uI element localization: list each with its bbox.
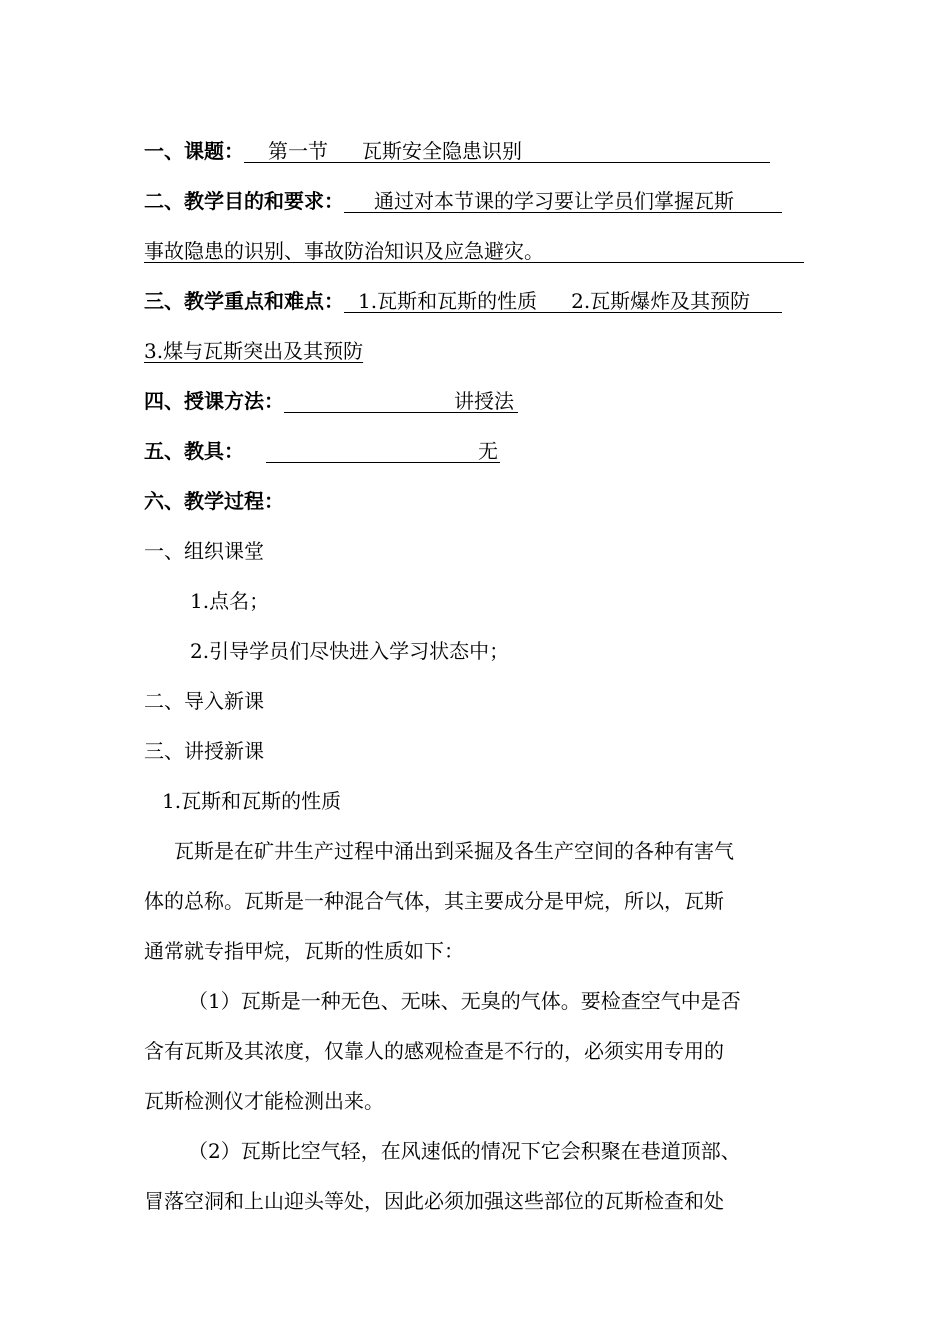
key-label: 三、教学重点和难点： bbox=[144, 289, 344, 313]
p1-line-3 bbox=[144, 926, 806, 976]
p1-line-1 bbox=[144, 826, 806, 876]
key-item-3: 3.煤与瓦斯突出及其预防 bbox=[144, 339, 364, 363]
topic-part1: 第一节 bbox=[268, 139, 328, 163]
method-value: 讲授法 bbox=[454, 389, 514, 413]
goal-line-2 bbox=[144, 226, 806, 276]
topic-label: 一、课题： bbox=[144, 139, 244, 163]
key-line-2 bbox=[144, 326, 806, 376]
goal-line-1 bbox=[144, 176, 806, 226]
step1a-line bbox=[144, 576, 806, 626]
step3-heading: 三、讲授新课 bbox=[144, 739, 264, 763]
method-field bbox=[284, 390, 518, 413]
process-line bbox=[144, 476, 806, 526]
p2-text-1: （1）瓦斯是一种无色、无味、无臭的气体。要检查空气中是否 bbox=[188, 989, 741, 1013]
step2-heading: 二、导入新课 bbox=[144, 689, 264, 713]
p2-line-1 bbox=[144, 976, 806, 1026]
p3-text-1: （2）瓦斯比空气轻，在风速低的情况下它会积聚在巷道顶部、 bbox=[188, 1139, 741, 1163]
key-field-1 bbox=[344, 290, 782, 313]
section1-line bbox=[144, 776, 806, 826]
key-item-2: 2.瓦斯爆炸及其预防 bbox=[571, 289, 751, 313]
tools-label: 五、教具： bbox=[144, 439, 244, 463]
method-line bbox=[144, 376, 806, 426]
key-item-1: 1.瓦斯和瓦斯的性质 bbox=[358, 289, 538, 313]
topic-part2: 瓦斯安全隐患识别 bbox=[362, 139, 522, 163]
step2-line bbox=[144, 676, 806, 726]
p1-line-2 bbox=[144, 876, 806, 926]
step1b-text: 2.引导学员们尽快进入学习状态中； bbox=[190, 639, 510, 663]
document-page bbox=[144, 126, 806, 1226]
p2-text-3: 瓦斯检测仪才能检测出来。 bbox=[144, 1089, 384, 1113]
step1-heading: 一、组织课堂 bbox=[144, 539, 264, 563]
p3-line-2 bbox=[144, 1176, 806, 1226]
topic-line bbox=[144, 126, 806, 176]
section1-heading: 1.瓦斯和瓦斯的性质 bbox=[162, 789, 342, 813]
tools-line bbox=[144, 426, 806, 476]
p1-text-1: 瓦斯是在矿井生产过程中涌出到采掘及各生产空间的各种有害气 bbox=[174, 839, 734, 863]
goal-field-2 bbox=[144, 240, 804, 263]
goal-label: 二、教学目的和要求： bbox=[144, 189, 344, 213]
p2-line-2 bbox=[144, 1026, 806, 1076]
p3-line-1 bbox=[144, 1126, 806, 1176]
key-line-1 bbox=[144, 276, 806, 326]
p2-text-2: 含有瓦斯及其浓度，仅靠人的感观检查是不行的，必须实用专用的 bbox=[144, 1039, 724, 1063]
goal-text-1: 通过对本节课的学习要让学员们掌握瓦斯 bbox=[374, 189, 734, 213]
tools-field bbox=[266, 440, 500, 463]
step1-line bbox=[144, 526, 806, 576]
step1b-line bbox=[144, 626, 806, 676]
p3-text-2: 冒落空洞和上山迎头等处，因此必须加强这些部位的瓦斯检查和处 bbox=[144, 1189, 724, 1213]
p1-text-2: 体的总称。瓦斯是一种混合气体，其主要成分是甲烷，所以，瓦斯 bbox=[144, 889, 724, 913]
process-label: 六、教学过程： bbox=[144, 489, 284, 513]
step3-line bbox=[144, 726, 806, 776]
tools-value: 无 bbox=[478, 439, 498, 463]
p1-text-3: 通常就专指甲烷，瓦斯的性质如下： bbox=[144, 939, 464, 963]
step1a-text: 1.点名； bbox=[190, 589, 270, 613]
goal-field-1 bbox=[344, 190, 782, 213]
topic-field bbox=[244, 140, 770, 163]
goal-text-2: 事故隐患的识别、事故防治知识及应急避灾。 bbox=[144, 239, 544, 263]
method-label: 四、授课方法： bbox=[144, 389, 284, 413]
p2-line-3 bbox=[144, 1076, 806, 1126]
